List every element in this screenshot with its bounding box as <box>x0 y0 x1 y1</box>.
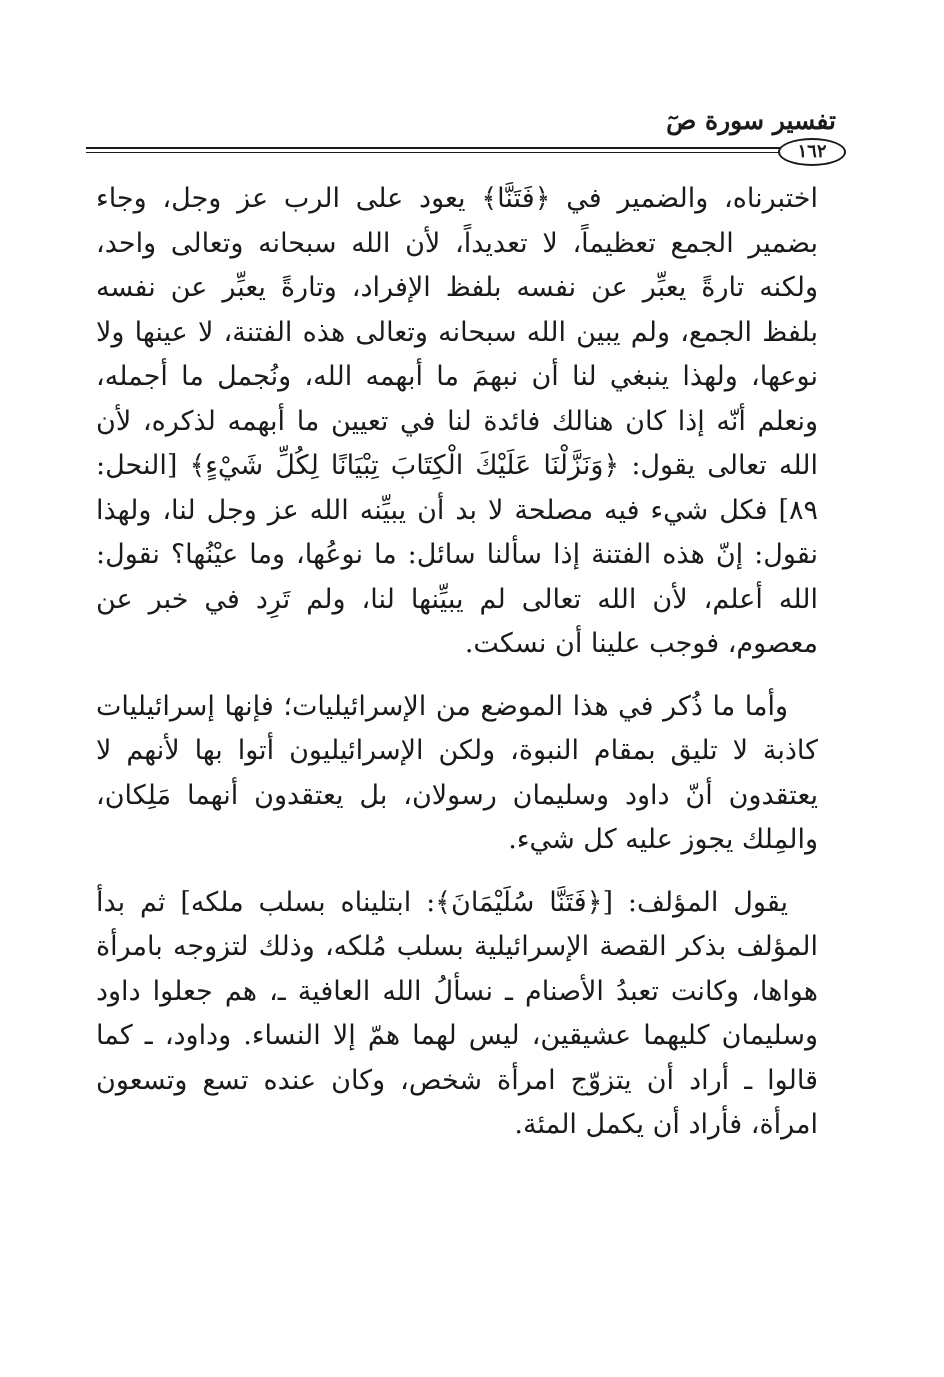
page-header <box>86 104 846 164</box>
paragraph-2: وأما ما ذُكر في هذا الموضع من الإسرائيليات؛ فإنها إسرائيليات كاذبة لا تليق بمقام النبوة، ولكن الإسرائيليون أتوا بها لأنهم لا يعتقدون أنّ داود وسليمان رسولان، بل يعتقدون أنهما مَلِكان، والمِلك يجوز عليه كل شيء. <box>96 690 818 855</box>
header-rule <box>86 142 846 160</box>
paragraph-3: يقول المؤلف: [﴿فَتَنَّا سُلَيْمَانَ﴾: ابتليناه بسلب ملكه] ثم بدأ المؤلف بذكر القصة الإسرائيلية بسلب مُلكه، وذلك لتزوجه بامرأة هواها، وكانت تعبدُ الأصنام ـ نسألُ الله العافية ـ، هم جعلوا داود وسليمان كليهما عشيقين، ليس لهما همّ إلا النساء. وداود، ـ كما قالوا ـ أراد أن يتزوّج امرأة شخص، وكان عنده تسع وتسعون امرأة، فأراد أن يكمل المئة. <box>96 886 818 1140</box>
paragraph-1: اختبرناه، والضمير في ﴿فَتَنَّا﴾ يعود على الرب عز وجل، وجاء بضمير الجمع تعظيماً، لا تعديداً، لأن الله سبحانه وتعالى واحد، ولكنه تارةً يعبِّر عن نفسه بلفظ الإفراد، وتارةً يعبِّر عن نفسه بلفظ الجمع، ولم يبين الله سبحانه وتعالى هذه الفتنة، لا عينها ولا نوعها، ولهذا ينبغي لنا أن نبهمَ ما أبهمه الله، ونُجمل ما أجمله، ونعلم أنّه إذا كان هنالك فائدة لنا في تعيين ما أبهمه لذكره، لأن الله تعالى يقول: ﴿وَنَزَّلْنَا عَلَيْكَ الْكِتَابَ تِبْيَانًا لِكُلِّ شَيْءٍ﴾ [النحل: ٨٩] فكل شيء فيه مصلحة لا بد أن يبيِّنه الله عز وجل لنا، ولهذا نقول: إنّ هذه الفتنة إذا سألنا سائل: ما نوعُها، وما عيْنُها؟ نقول: الله أعلم، لأن الله تعالى لم يبيِّنها لنا، ولم تَرِد في خبر عن معصوم، فوجب علينا أن نسكت. <box>96 183 818 659</box>
header-rule-thin <box>86 152 782 153</box>
header-rule-thick <box>86 147 782 149</box>
body-text <box>96 177 818 1148</box>
running-title: تفسير سورة صٓ <box>666 106 836 135</box>
page-number: ١٦٢ <box>778 138 846 166</box>
